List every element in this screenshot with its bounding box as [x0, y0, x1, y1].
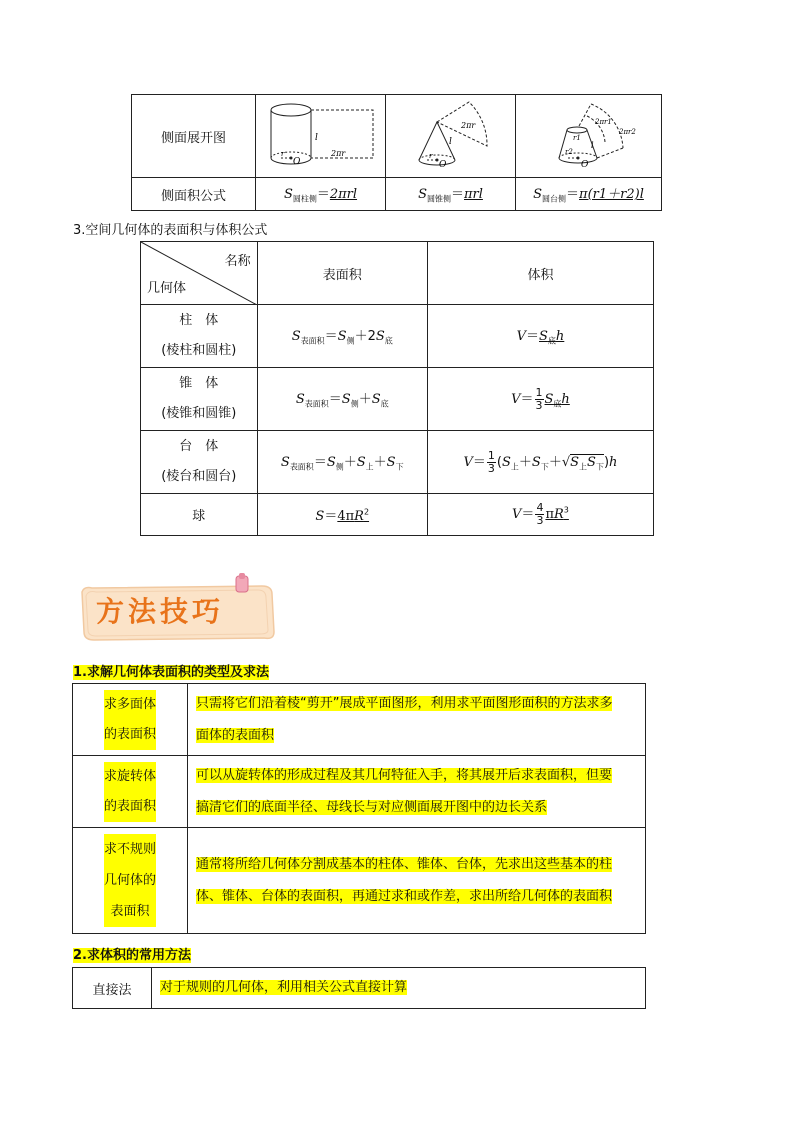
method-label-cell	[73, 684, 188, 756]
section-m2-title-text: 2.求体积的常用方法	[73, 948, 191, 963]
method-label-line: 的表面积	[103, 798, 156, 814]
method-label-line: 表面积	[110, 904, 150, 919]
cone-s: S	[418, 187, 427, 203]
cone-val: πrl	[464, 187, 483, 203]
volume-method-text: 对于规则的几何体，利用相关公式直接计算	[160, 980, 408, 995]
method-text-line: 通常将所给几何体分割成基本的柱体、锥体、台体，先求出这些基本的柱	[196, 856, 613, 872]
header-volume-cell	[427, 242, 653, 305]
cone-r-label: r	[428, 152, 432, 160]
banner-title: 方法技巧	[96, 595, 225, 628]
method-text-line: 体、锥体、台体的表面积，再通过求和或作差，求出所给几何体的表面积	[196, 888, 613, 904]
unfold-label: 侧面展开图	[160, 130, 226, 146]
method-label-line: 的表面积	[103, 726, 156, 742]
row-label-unfold	[132, 95, 256, 178]
frus-eq: ＝	[566, 187, 580, 203]
volume-cell: $V=S_底h$	[427, 305, 653, 368]
surface-cell: $S_{表面积}=S_侧+S_上+S_下$	[257, 431, 427, 494]
surface-cell: $S=4\pi R^2$	[257, 494, 427, 536]
cyl-val: 2πrl	[329, 187, 358, 203]
surface-cell: $S_{表面积}=S_侧+S_底$	[257, 368, 427, 431]
method-label-line: 求不规则	[103, 842, 156, 857]
solid-name: 球	[192, 509, 206, 524]
paperclip-icon	[232, 572, 252, 598]
cylinder-unfold-diagram	[261, 96, 381, 172]
volume-method-label: 直接法	[92, 982, 132, 998]
header-surface-cell	[257, 242, 427, 305]
volume-method-label-cell	[73, 968, 152, 1009]
diagonal-header-cell	[141, 242, 258, 305]
formula-label: 侧面积公式	[160, 188, 226, 204]
lateral-area-table	[131, 94, 662, 211]
method-text-line: 面体的表面积	[196, 727, 275, 743]
cone-sub: 圆锥侧	[426, 194, 451, 204]
section-m1-title	[73, 661, 269, 680]
cone-2pir-label: 2πr	[460, 121, 475, 130]
cyl-sub: 圆柱侧	[292, 194, 317, 204]
cyl-o-label: O	[292, 157, 300, 167]
method-label-cell	[73, 756, 188, 828]
solid-sub: (棱柱和圆柱)	[161, 343, 237, 358]
solid-sub: (棱锥和圆锥)	[161, 406, 237, 421]
volume-cell: V＝ $\frac{1}{3}$ $(S_上+S_下+√S_上S_下)h$	[427, 431, 653, 494]
method-label-cell	[73, 828, 188, 934]
header-solid: 几何体	[147, 281, 187, 296]
header-volume: 体积	[527, 267, 554, 283]
header-surface: 表面积	[322, 267, 362, 283]
frustum-unfold-diagram	[521, 96, 657, 172]
method-text-line: 可以从旋转体的形成过程及其几何特征入手，将其展开后求表面积，但要	[196, 767, 613, 783]
surface-method-table	[72, 683, 646, 934]
solid-cell	[141, 368, 258, 431]
solid-cell	[141, 431, 258, 494]
cylinder-unfold-figure	[256, 95, 386, 178]
method-text-cell	[188, 684, 646, 756]
volume-method-text-cell	[152, 968, 646, 1009]
solid-cell	[141, 494, 258, 536]
section-3-title: 3.空间几何体的表面积与体积公式	[73, 223, 268, 238]
frustum-unfold-figure	[516, 95, 662, 178]
method-label-line: 求旋转体	[103, 768, 156, 784]
cone-l-label: l	[448, 137, 452, 147]
method-label-line: 几何体的	[103, 873, 156, 888]
volume-method-table	[72, 967, 646, 1009]
frus-r2-label: r2	[564, 148, 573, 156]
frustum-formula	[516, 178, 662, 211]
method-text-cell	[188, 828, 646, 934]
solid-name: 锥 体	[179, 376, 219, 391]
surface-volume-table	[140, 241, 654, 536]
method-banner	[76, 576, 282, 646]
surface-cell: $S_{表面积}=S_侧+2S_底$	[257, 305, 427, 368]
frus-2pir1-label: 2πr1	[594, 118, 612, 126]
header-name: 名称	[224, 254, 251, 269]
solid-cell	[141, 305, 258, 368]
solid-name: 台 体	[179, 439, 219, 454]
frus-2pir2-label: 2πr2	[618, 128, 636, 136]
method-text-cell	[188, 756, 646, 828]
volume-cell: V＝ $\frac{4}{3}$ $\pi R^3$	[427, 494, 653, 536]
cylinder-formula	[256, 178, 386, 211]
frus-sub: 圆台侧	[542, 194, 567, 204]
section-m1-title-text: 1.求解几何体表面积的类型及求法	[73, 665, 269, 680]
volume-cell: V＝ $\frac{1}{3}$ $S_底h$	[427, 368, 653, 431]
cyl-s: S	[283, 187, 293, 203]
frus-l-label: l	[590, 141, 594, 150]
cone-eq: ＝	[450, 187, 464, 203]
cone-o-label: O	[438, 160, 446, 170]
cone-unfold-figure	[386, 95, 516, 178]
cyl-eq: ＝	[316, 187, 330, 203]
frus-o-label: O	[580, 160, 588, 170]
section-m2-title	[73, 944, 191, 963]
frus-val: π(r1＋r2)l	[579, 187, 644, 203]
cyl-2pir-label: 2πr	[330, 149, 345, 158]
solid-name: 柱 体	[179, 313, 219, 328]
method-text-line: 只需将它们沿着棱“剪开”展成平面图形，利用求平面图形面积的方法求多	[196, 695, 613, 711]
method-text-line: 搞清它们的底面半径、母线长与对应侧面展开图中的边长关系	[196, 799, 548, 815]
frus-r1-label: r1	[572, 134, 581, 142]
cyl-l-label: l	[314, 133, 318, 143]
row-label-formula	[132, 178, 256, 211]
cyl-r-label: r	[280, 150, 284, 158]
cone-unfold-diagram	[391, 96, 511, 172]
solid-sub: (棱台和圆台)	[161, 469, 237, 484]
method-label-line: 求多面体	[103, 696, 156, 712]
frus-s: S	[533, 187, 543, 203]
cone-formula	[386, 178, 516, 211]
